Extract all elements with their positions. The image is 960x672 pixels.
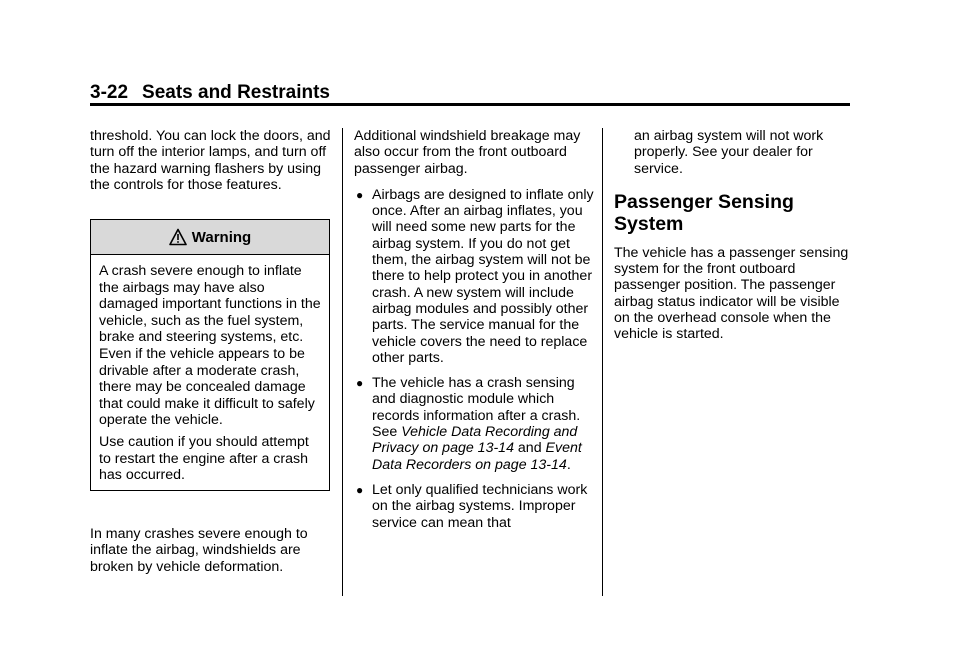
column-3 [614, 128, 854, 343]
list-item: ● Airbags are designed to inflate only once. After an airbag inflates, you will need some new parts for the airbag system. If you do not get them, the airbag system will not be there to help protect you in another crash. A new system will include airbag modules and possibly other parts. The service manual for the vehicle covers the need to replace other parts. [356, 186, 594, 366]
warning-title: Warning [191, 228, 252, 246]
column-divider-2 [602, 128, 603, 596]
warning-triangle-icon [169, 228, 187, 246]
airbag-bullet-list [354, 187, 594, 531]
warning-paragraph-1: A crash severe enough to inflate the airbags may have also damaged important functions in the vehicle, such as the fuel system, brake and steering systems, etc. Even if the vehicle appears to be drivable after a moderate crash, there may be concealed damage that could make it difficult to safely operate the vehicle. [99, 263, 321, 429]
warning-box [90, 219, 330, 491]
windshield-breakage-paragraph: Additional windshield breakage may also occur from the front outboard passenger airbag. [354, 128, 581, 177]
section-heading: Passenger Sensing System [614, 190, 794, 235]
bullet-continuation: an airbag system will not work properly. See your dealer for service. [634, 128, 824, 177]
page-number: 3-22 [90, 82, 129, 103]
bullet-icon: ● [356, 187, 364, 202]
column-2 [354, 128, 594, 540]
warning-paragraph-2: Use caution if you should attempt to restart the engine after a crash has occurred. [99, 433, 309, 484]
list-item: ● The vehicle has a crash sensing and diagnostic module which records information after a crash. See Vehicle Data Recording and Privacy on page 13-14 and Event Data Recorders on page 13-14. [356, 375, 582, 473]
page-header [90, 82, 330, 104]
cross-reference-link[interactable]: Vehicle Data Recording and Privacy on page 13-14 [372, 424, 578, 457]
after-warning-paragraph [90, 526, 335, 575]
cross-reference-link[interactable]: Event Data Recorders on page 13-14 [372, 440, 582, 473]
bullet-icon: ● [356, 482, 364, 497]
column-1 [90, 128, 335, 193]
list-item: ● Let only qualified technicians work on the airbag systems. Improper service can mean that [356, 481, 588, 531]
passenger-sensing-paragraph: The vehicle has a passenger sensing system for the front outboard passenger position. The passenger airbag status indicator will be visible on the overhead console when the vehicle is started. [614, 244, 849, 343]
bullet-icon: ● [356, 376, 364, 391]
warning-header [91, 220, 329, 255]
section-title: Seats and Restraints [142, 82, 330, 103]
warning-body [91, 255, 329, 490]
intro-paragraph: threshold. You can lock the doors, and turn off the interior lamps, and turn off the hazard warning flashers by using the controls for those features. [90, 128, 331, 193]
windshield-paragraph: In many crashes severe enough to inflate the airbag, windshields are broken by vehicle deformation. [90, 526, 308, 575]
column-divider-1 [342, 128, 343, 596]
header-rule [90, 103, 850, 106]
